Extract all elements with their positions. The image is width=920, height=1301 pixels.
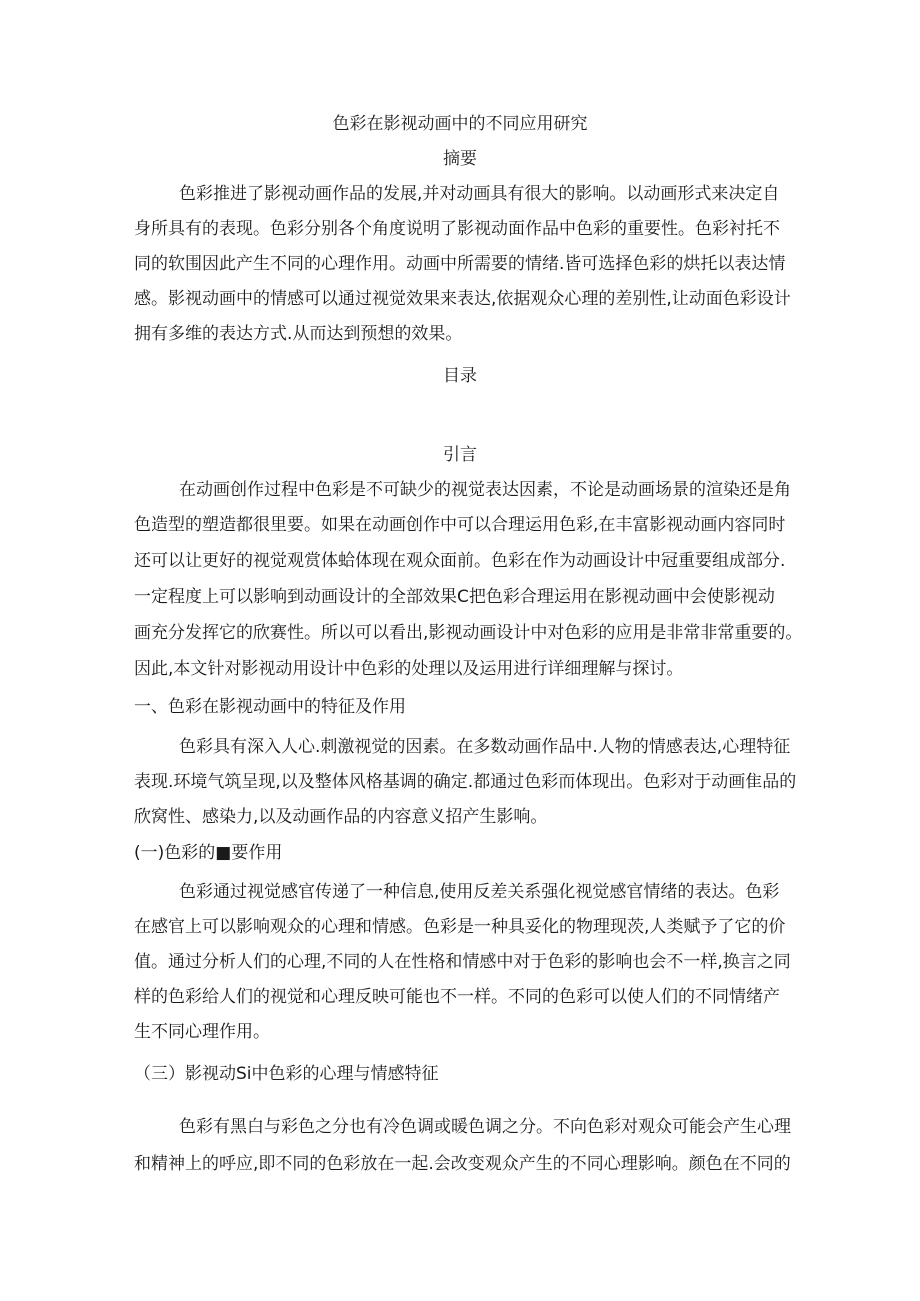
subsection-line: 生不同心理作用。 xyxy=(134,1022,270,1042)
section-line: 色彩具有深入人心.刺激视觉的因素。在多数动画作品中.人物的情感表达,心理特征 xyxy=(179,737,791,757)
section-heading: 一、色彩在影视动画中的特征及作用 xyxy=(134,697,406,717)
intro-line: 一定程度上可以影响到动画设计的全部效果C把色彩合理运用在影视动画中会使影视动 xyxy=(134,587,775,607)
section-line: 表现.环境气筑呈现,以及整体风格基调的确定.都通过色彩而体现出。色彩对于动画隹品的 xyxy=(134,772,797,792)
subsection-line: 样的色彩给人们的视觉和心理反映可能也不一样。不同的色彩可以使人们的不同情绪产 xyxy=(134,987,780,1007)
toc-heading: 目录 xyxy=(443,366,477,386)
subsection-line: 在感官上可以影响观众的心理和情感。色彩是一种具妥化的物理现茨,人类赋予了它的价 xyxy=(134,917,786,937)
abstract-heading: 摘要 xyxy=(443,149,477,169)
abstract-line: 身所具有的表现。色彩分别各个角度说明了影视动面作品中色彩的重要性。色彩衬托不 xyxy=(134,219,780,239)
intro-line: 在动画创作过程中色彩是不可缺少的视觉表达因素，不论是动画场景的渲染还是角 xyxy=(179,480,791,500)
intro-line: 画充分发挥它的欣赛性。所以可以看出,影视动画设计中对色彩的应用是非常非常重要的。 xyxy=(134,623,803,643)
intro-line: 色造型的塑造都很里要。如果在动画创作中可以合理运用色彩,在丰富影视动画内容同时 xyxy=(134,515,786,535)
abstract-line: 同的软围因此产生不同的心理作用。动画中所需要的情绪.皆可选择色彩的烘托以表达情 xyxy=(134,254,786,274)
abstract-line: 拥有多维的表达方式.从而达到预想的效果。 xyxy=(134,324,463,344)
subsection-heading: （三）影视动Si中色彩的心理与情感特征 xyxy=(134,1064,439,1084)
intro-line: 还可以让更好的视觉观赏体蛤体现在观众面前。色彩在作为动画设计中冠重要组成部分. xyxy=(134,551,786,571)
subsection-line: 色彩有黑白与彩色之分也有冷色调或暖色调之分。不向色彩对观众可能会产生心理 xyxy=(179,1117,791,1137)
subsection-line: 值。通过分析人们的心理,不同的人在性格和情感中对于色彩的影响也会不一样,换言之同 xyxy=(134,952,791,972)
subsection-line: 和精神上的呼应,即不同的色彩放在一起.会改变观众产生的不同心理影响。颜色在不同的 xyxy=(134,1154,791,1174)
subsection-line: 色彩通过视觉感官传递了一种信息,使用反差关系强化视觉感官情绪的表达。色彩 xyxy=(179,882,780,902)
subsection-heading: (一)色彩的■要作用 xyxy=(134,843,283,863)
intro-heading: 引言 xyxy=(443,445,477,465)
abstract-line: 感。影视动画中的情感可以通过视觉效果来表达,依据观众心理的差别性,让动面色彩设计 xyxy=(134,289,791,309)
intro-line: 因此,本文针对影视动用设计中色彩的处理以及运用进行详细理解与探讨。 xyxy=(134,659,684,679)
document-title: 色彩在影视动画中的不同应用研究 xyxy=(332,114,588,134)
section-line: 欣窝性、感染力,以及动画作品的内容意义招产生影响。 xyxy=(134,807,548,827)
abstract-line: 色彩推进了影视动画作品的发展,并对动画具有很大的影响。以动画形式来决定自 xyxy=(179,184,780,204)
